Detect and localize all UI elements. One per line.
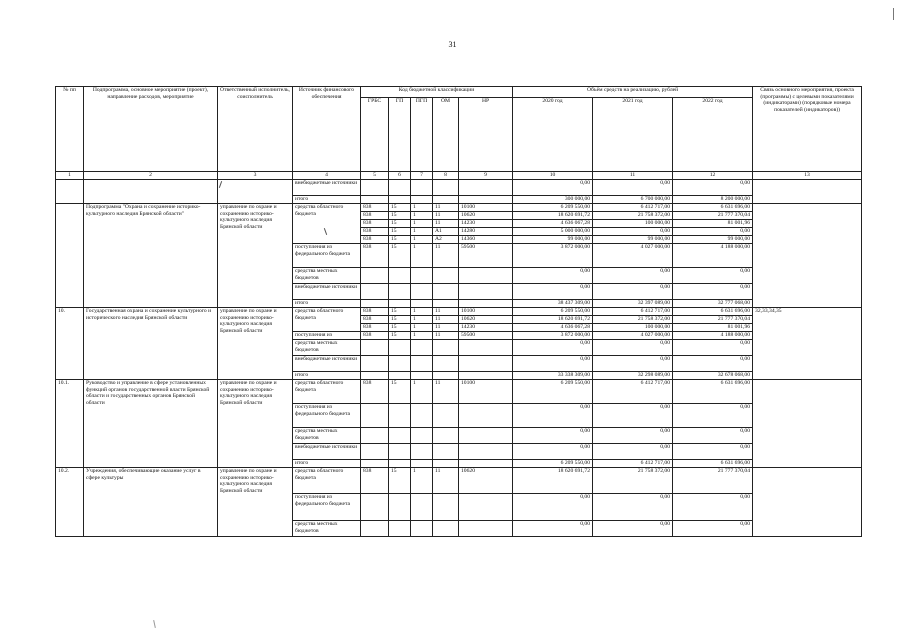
page-number: 31 (448, 40, 457, 49)
col-num: 9 (459, 172, 513, 180)
cell-pgp: 1 (411, 332, 433, 340)
cell-pgp: 1 (411, 316, 433, 324)
cell-grbs: 838 (361, 380, 389, 404)
cell-2022: 81 001,96 (673, 324, 753, 332)
cell-2020: 18 620 691,72 (513, 316, 593, 324)
cell-link: 32,33,34,35 (753, 308, 862, 380)
cell-2021: 21 758 372,00 (593, 316, 673, 324)
cell-2020: 4 636 067,28 (513, 220, 593, 228)
cell-grbs: 838 (361, 228, 389, 236)
header-budget-class: Код бюджетной классификации (361, 87, 513, 98)
header-grbs: ГРБС (361, 98, 389, 172)
cell-2022: 6 631 696,00 (673, 308, 753, 316)
cell-2021: 6 412 717,00 (593, 308, 673, 316)
cell-source: средства местных бюджетов (293, 268, 361, 284)
cell-2020: 4 636 067,28 (513, 324, 593, 332)
col-num: 8 (433, 172, 459, 180)
cell-2022: 6 631 696,00 (673, 460, 753, 468)
cell-om: 11 (433, 332, 459, 340)
col-num: 10 (513, 172, 593, 180)
cell-2021: 6 700 000,00 (593, 196, 673, 204)
cell-2020: 3 872 000,00 (513, 244, 593, 268)
cell-grbs: 838 (361, 324, 389, 332)
cell-2022: 0,00 (673, 428, 753, 444)
scan-artifact (153, 620, 156, 628)
col-num: 11 (593, 172, 673, 180)
col-num: 13 (753, 172, 862, 180)
cell-2022: 0,00 (673, 444, 753, 460)
header-program: Подпрограмма, основное мероприятие (проект), направление расходов, мероприятие (84, 87, 218, 172)
cell-nr: 10100 (459, 308, 513, 316)
table-body (56, 180, 862, 537)
cell-2021: 100 000,00 (593, 220, 673, 228)
cell-pgp: 1 (411, 204, 433, 212)
cell-2022: 32 678 068,00 (673, 372, 753, 380)
cell-2020: 0,00 (513, 340, 593, 356)
col-num: 7 (411, 172, 433, 180)
cell-source: средства областного бюджета (293, 468, 361, 494)
table-row (56, 180, 862, 196)
budget-table-wrapper (55, 86, 861, 537)
cell-om: 11 (433, 204, 459, 212)
cell-grbs: 838 (361, 204, 389, 212)
header-gp: ГП (389, 98, 411, 172)
cell-2020: 6 209 550,00 (513, 460, 593, 468)
cell-om: 11 (433, 324, 459, 332)
cell-2020: 99 000,00 (513, 236, 593, 244)
cell-source: итого (293, 372, 361, 380)
cell-2021: 0,00 (593, 428, 673, 444)
cell-gp: 15 (389, 228, 411, 236)
header-om: ОМ (433, 98, 459, 172)
cell-2020: 18 620 691,72 (513, 468, 593, 494)
cell-pgp: 1 (411, 212, 433, 220)
cell-2020: 6 209 550,00 (513, 380, 593, 404)
cell-link (753, 468, 862, 537)
cell-2020: 18 620 691,72 (513, 212, 593, 220)
cell-program: Учреждения, обеспечивающие оказание услуг в сфере культуры (84, 468, 218, 537)
cell-om: 11 (433, 308, 459, 316)
cell-pgp: 1 (411, 236, 433, 244)
cell-2022: 0,00 (673, 340, 753, 356)
cell-link (753, 380, 862, 468)
cell-source: средства местных бюджетов (293, 340, 361, 356)
cell-2022: 32 777 068,00 (673, 300, 753, 308)
cell-2020: 300 000,00 (513, 196, 593, 204)
col-num: 3 (218, 172, 293, 180)
cell-grbs: 838 (361, 308, 389, 316)
cell-2021: 0,00 (593, 494, 673, 521)
cell-source: внебюджетные источники (293, 180, 361, 196)
table-header (56, 87, 862, 180)
cell-gp: 15 (389, 308, 411, 316)
cell-2021: 32 298 089,00 (593, 372, 673, 380)
cell-2022: 0,00 (673, 494, 753, 521)
cell-gp: 15 (389, 332, 411, 340)
col-num: 4 (293, 172, 361, 180)
cell-2020: 6 209 550,00 (513, 308, 593, 316)
cell-gp: 15 (389, 204, 411, 212)
cell-2020: 5 000 000,00 (513, 228, 593, 236)
cell-executor: управление по охране и сохранению историко-культурного наследия Брянской области (218, 204, 293, 308)
cell-2021: 0,00 (593, 404, 673, 428)
cell-2020: 0,00 (513, 404, 593, 428)
cell-2021: 6 412 717,00 (593, 460, 673, 468)
cell-program: Государственная охрана и сохранение культурного и исторического наследия Брянской области (84, 308, 218, 380)
header-source: Источник финансового обеспечения (293, 87, 361, 172)
col-num: 2 (84, 172, 218, 180)
cell-source: средства местных бюджетов (293, 428, 361, 444)
cell-2022: 0,00 (673, 268, 753, 284)
cell-num: 10.2. (56, 468, 84, 537)
cell-2021: 0,00 (593, 180, 673, 196)
cell-source: поступления из федерального бюджета (293, 494, 361, 521)
cell-2020: 0,00 (513, 494, 593, 521)
cell-grbs: 838 (361, 244, 389, 268)
cell-2022: 4 188 000,00 (673, 244, 753, 268)
cell-program: Руководство и управление в сфере установленных функций органов государственной власти Брянской области и государственных органов Брянской области (84, 380, 218, 468)
header-2021: 2021 год (593, 98, 673, 172)
cell-2021: 6 412 717,00 (593, 204, 673, 212)
col-num: 5 (361, 172, 389, 180)
cell-program: Подпрограмма "Охрана и сохранение историко-культурного наследия Брянской области" (84, 204, 218, 308)
cell-source: средства областного бюджета (293, 204, 361, 244)
cell-source: итого (293, 460, 361, 468)
cell-gp: 15 (389, 468, 411, 494)
cell-source: средства местных бюджетов (293, 521, 361, 537)
cell-om: 11 (433, 316, 459, 324)
cell-source: средства областного бюджета (293, 308, 361, 332)
cell-om: 11 (433, 220, 459, 228)
cell-grbs: 838 (361, 236, 389, 244)
cell-gp: 15 (389, 212, 411, 220)
cell-2021: 0,00 (593, 444, 673, 460)
cell-source: внебюджетные источники (293, 444, 361, 460)
header-executor: Ответственный исполнитель, соисполнитель (218, 87, 293, 172)
cell-2022: 4 188 000,00 (673, 332, 753, 340)
cell-2020: 0,00 (513, 521, 593, 537)
cell-2020: 38 437 309,00 (513, 300, 593, 308)
cell-om: A1 (433, 228, 459, 236)
cell-gp: 15 (389, 324, 411, 332)
cell-link (753, 180, 862, 204)
cell-num: 10. (56, 308, 84, 380)
col-num: 1 (56, 172, 84, 180)
header-funds: Объём средств на реализацию, рублей (513, 87, 753, 98)
cell-2021: 0,00 (593, 228, 673, 236)
cell-2021: 0,00 (593, 284, 673, 300)
header-2020: 2020 год (513, 98, 593, 172)
cell-2022: 6 631 696,00 (673, 380, 753, 404)
cell-executor: управление по охране и сохранению историко-культурного наследия Брянской области (218, 308, 293, 380)
cell-nr: 10620 (459, 468, 513, 494)
cell-pgp: 1 (411, 228, 433, 236)
cell-nr: 14360 (459, 236, 513, 244)
cell-source: поступления из федерального бюджета (293, 244, 361, 268)
cell-pgp: 1 (411, 220, 433, 228)
cell-pgp: 1 (411, 244, 433, 268)
table-row (56, 380, 862, 404)
cell-2021: 6 412 717,00 (593, 380, 673, 404)
cell-2022: 0,00 (673, 228, 753, 236)
cell-om: 11 (433, 380, 459, 404)
cell-gp: 15 (389, 380, 411, 404)
cell-2021: 0,00 (593, 340, 673, 356)
cell-nr: 10100 (459, 204, 513, 212)
cell-2022: 21 777 370,04 (673, 212, 753, 220)
cell-2020: 6 209 550,00 (513, 204, 593, 212)
cell-gp: 15 (389, 244, 411, 268)
cell-grbs: 838 (361, 220, 389, 228)
cell-2022: 0,00 (673, 404, 753, 428)
cell-num (56, 180, 84, 204)
budget-table (55, 86, 862, 537)
cell-2021: 21 758 372,00 (593, 212, 673, 220)
header-num: № пп (56, 87, 84, 172)
cell-2022: 0,00 (673, 521, 753, 537)
col-num: 12 (673, 172, 753, 180)
cell-grbs: 838 (361, 332, 389, 340)
cell-2022: 8 200 000,00 (673, 196, 753, 204)
cell-2020: 0,00 (513, 444, 593, 460)
cell-om: A2 (433, 236, 459, 244)
cell-link (753, 204, 862, 308)
cell-source: поступления из федерального бюджета (293, 404, 361, 428)
cell-executor: управление по охране и сохранению историко-культурного наследия Брянской области (218, 468, 293, 537)
cell-2021: 21 758 372,00 (593, 468, 673, 494)
cell-pgp: 1 (411, 468, 433, 494)
cell-2021: 0,00 (593, 268, 673, 284)
cell-2021: 0,00 (593, 356, 673, 372)
cell-2022: 21 777 370,04 (673, 316, 753, 324)
cell-grbs: 838 (361, 212, 389, 220)
cell-om: 11 (433, 244, 459, 268)
cell-2020: 0,00 (513, 356, 593, 372)
cell-2021: 4 027 000,00 (593, 244, 673, 268)
cell-om: 11 (433, 212, 459, 220)
cell-source: поступления из (293, 332, 361, 340)
cell-2020: 0,00 (513, 428, 593, 444)
cell-gp: 15 (389, 316, 411, 324)
cell-pgp: 1 (411, 380, 433, 404)
col-num: 6 (389, 172, 411, 180)
cell-nr: 14230 (459, 324, 513, 332)
cell-2020: 3 872 000,00 (513, 332, 593, 340)
cell-nr: 10620 (459, 212, 513, 220)
header-pgp: ПГП (411, 98, 433, 172)
cell-executor: управление по охране и сохранению историко-культурного наследия Брянской области (218, 380, 293, 468)
cell-gp: 15 (389, 220, 411, 228)
cell-2022: 6 631 696,00 (673, 204, 753, 212)
cell-2022: 0,00 (673, 284, 753, 300)
cell-2021: 32 397 089,00 (593, 300, 673, 308)
cell-om: 11 (433, 468, 459, 494)
cell-2022: 0,00 (673, 356, 753, 372)
cell-nr: 14280 (459, 228, 513, 236)
cell-num (56, 204, 84, 308)
table-row (56, 468, 862, 494)
table-row (56, 308, 862, 316)
cell-pgp: 1 (411, 308, 433, 316)
cell-source: итого (293, 300, 361, 308)
cell-executor (218, 180, 293, 204)
cell-2021: 0,00 (593, 521, 673, 537)
cell-2022: 99 000,00 (673, 236, 753, 244)
cell-num: 10.1. (56, 380, 84, 468)
cell-grbs: 838 (361, 468, 389, 494)
cell-2020: 0,00 (513, 180, 593, 196)
cell-2021: 99 000,00 (593, 236, 673, 244)
scan-edge-mark (893, 8, 894, 20)
cell-nr: 14230 (459, 220, 513, 228)
cell-source: итого (293, 196, 361, 204)
cell-2022: 0,00 (673, 180, 753, 196)
cell-source: средства областного бюджета (293, 380, 361, 404)
cell-source: внебюджетные источники (293, 356, 361, 372)
table-row (56, 204, 862, 212)
cell-pgp: 1 (411, 324, 433, 332)
cell-nr: 59500 (459, 332, 513, 340)
cell-source: внебюджетные источники (293, 284, 361, 300)
cell-program (84, 180, 218, 204)
header-link: Связь основного мероприятия, проекта (программы) с целевыми показателями (индикаторами) (порядковые номера показателей (индикаторов)) (753, 87, 862, 172)
cell-nr: 59500 (459, 244, 513, 268)
cell-nr: 10620 (459, 316, 513, 324)
cell-grbs: 838 (361, 316, 389, 324)
cell-2021: 100 000,00 (593, 324, 673, 332)
cell-2020: 0,00 (513, 284, 593, 300)
cell-gp: 15 (389, 236, 411, 244)
cell-2022: 21 777 370,04 (673, 468, 753, 494)
header-nr: НР (459, 98, 513, 172)
cell-2022: 81 001,96 (673, 220, 753, 228)
cell-2020: 33 338 309,00 (513, 372, 593, 380)
header-2022: 2022 год (673, 98, 753, 172)
cell-2021: 4 027 000,00 (593, 332, 673, 340)
column-number-row (56, 172, 862, 180)
cell-2020: 0,00 (513, 268, 593, 284)
cell-nr: 10100 (459, 380, 513, 404)
